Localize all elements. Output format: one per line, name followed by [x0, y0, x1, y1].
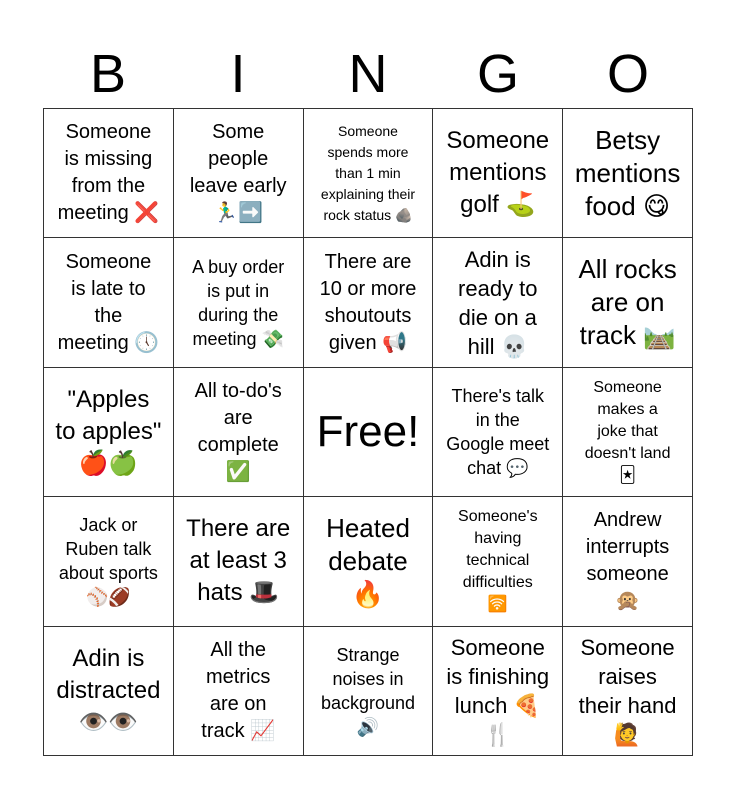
bingo-cell-b2[interactable]: [44, 238, 174, 367]
bingo-cell-text: Someone makes a joke that doesn't land 🃏: [584, 378, 671, 484]
bingo-cell-text: Jack or Ruben talk about sports ⚾🏈: [58, 515, 158, 608]
bingo-cell-b1[interactable]: [44, 109, 174, 238]
bingo-cell-n1[interactable]: [304, 109, 434, 238]
bingo-cell-b3[interactable]: [44, 368, 174, 497]
bingo-cell-n2[interactable]: [304, 238, 434, 367]
bingo-cell-o4[interactable]: [563, 497, 693, 626]
bingo-cell-i1[interactable]: [174, 109, 304, 238]
bingo-cell-text: A buy order is put in during the meeting 💸: [192, 256, 285, 349]
bingo-header: [43, 40, 693, 108]
bingo-cell-text: Someone is late to the meeting 🕔: [57, 250, 160, 354]
free-space-label: Free!: [316, 406, 420, 456]
bingo-cell-g4[interactable]: [433, 497, 563, 626]
bingo-cell-text: Andrew interrupts someone 🙊: [585, 509, 670, 613]
header-letter-n: N: [348, 44, 388, 104]
bingo-cell-text: There are at least 3 hats 🎩: [186, 515, 291, 607]
bingo-cell-b4[interactable]: [44, 497, 174, 626]
bingo-cell-n5[interactable]: [304, 627, 434, 756]
bingo-cell-text: Strange noises in background 🔊: [320, 644, 416, 737]
bingo-cell-text: Adin is ready to die on a hill 💀: [458, 246, 538, 359]
bingo-cell-text: All rocks are on track 🛤️: [578, 254, 677, 351]
bingo-cell-text: Someone spends more than 1 min explaining their rock status 🪨: [320, 122, 416, 223]
bingo-cell-text: Adin is distracted 👁️👁️: [56, 644, 161, 736]
bingo-cell-text: There's talk in the Google meet chat 💬: [446, 385, 550, 478]
bingo-cell-text: Betsy mentions food 😋: [574, 124, 681, 221]
bingo-cell-g3[interactable]: [433, 368, 563, 497]
header-letter-b: B: [89, 44, 127, 104]
bingo-cell-o1[interactable]: [563, 109, 693, 238]
bingo-cell-text: Someone is finishing lunch 🍕 🍴: [446, 634, 550, 747]
bingo-cell-text: Some people leave early 🏃‍♂️➡️: [189, 121, 287, 225]
bingo-cell-i4[interactable]: [174, 497, 304, 626]
bingo-cell-free[interactable]: [304, 368, 434, 497]
bingo-cell-text: There are 10 or more shoutouts given 📢: [319, 250, 417, 354]
bingo-cell-i5[interactable]: [174, 627, 304, 756]
bingo-cell-text: All the metrics are on track 📈: [201, 638, 276, 742]
bingo-cell-o2[interactable]: [563, 238, 693, 367]
bingo-cell-text: Someone is missing from the meeting ❌: [57, 121, 160, 225]
bingo-cell-text: All to-do's are complete ✅: [194, 379, 282, 483]
bingo-cell-g2[interactable]: [433, 238, 563, 367]
header-letter-i: I: [230, 44, 246, 104]
bingo-card-grid: [43, 108, 693, 756]
bingo-cell-text: Heated debate 🔥: [326, 512, 410, 609]
bingo-cell-g5[interactable]: [433, 627, 563, 756]
bingo-cell-text: Someone raises their hand 🙋: [578, 634, 677, 747]
bingo-cell-b5[interactable]: [44, 627, 174, 756]
bingo-cell-g1[interactable]: [433, 109, 563, 238]
header-letter-o: O: [606, 44, 649, 104]
bingo-cell-n4[interactable]: [304, 497, 434, 626]
bingo-cell-text: Someone mentions golf ⛳: [446, 127, 550, 219]
bingo-cell-o3[interactable]: [563, 368, 693, 497]
bingo-cell-o5[interactable]: [563, 627, 693, 756]
bingo-cell-i2[interactable]: [174, 238, 304, 367]
header-letter-g: G: [476, 44, 519, 104]
bingo-cell-i3[interactable]: [174, 368, 304, 497]
bingo-cell-text: "Apples to apples" 🍎🍏: [55, 385, 162, 477]
bingo-cell-text: Someone's having technical difficulties 🛜: [458, 508, 538, 614]
